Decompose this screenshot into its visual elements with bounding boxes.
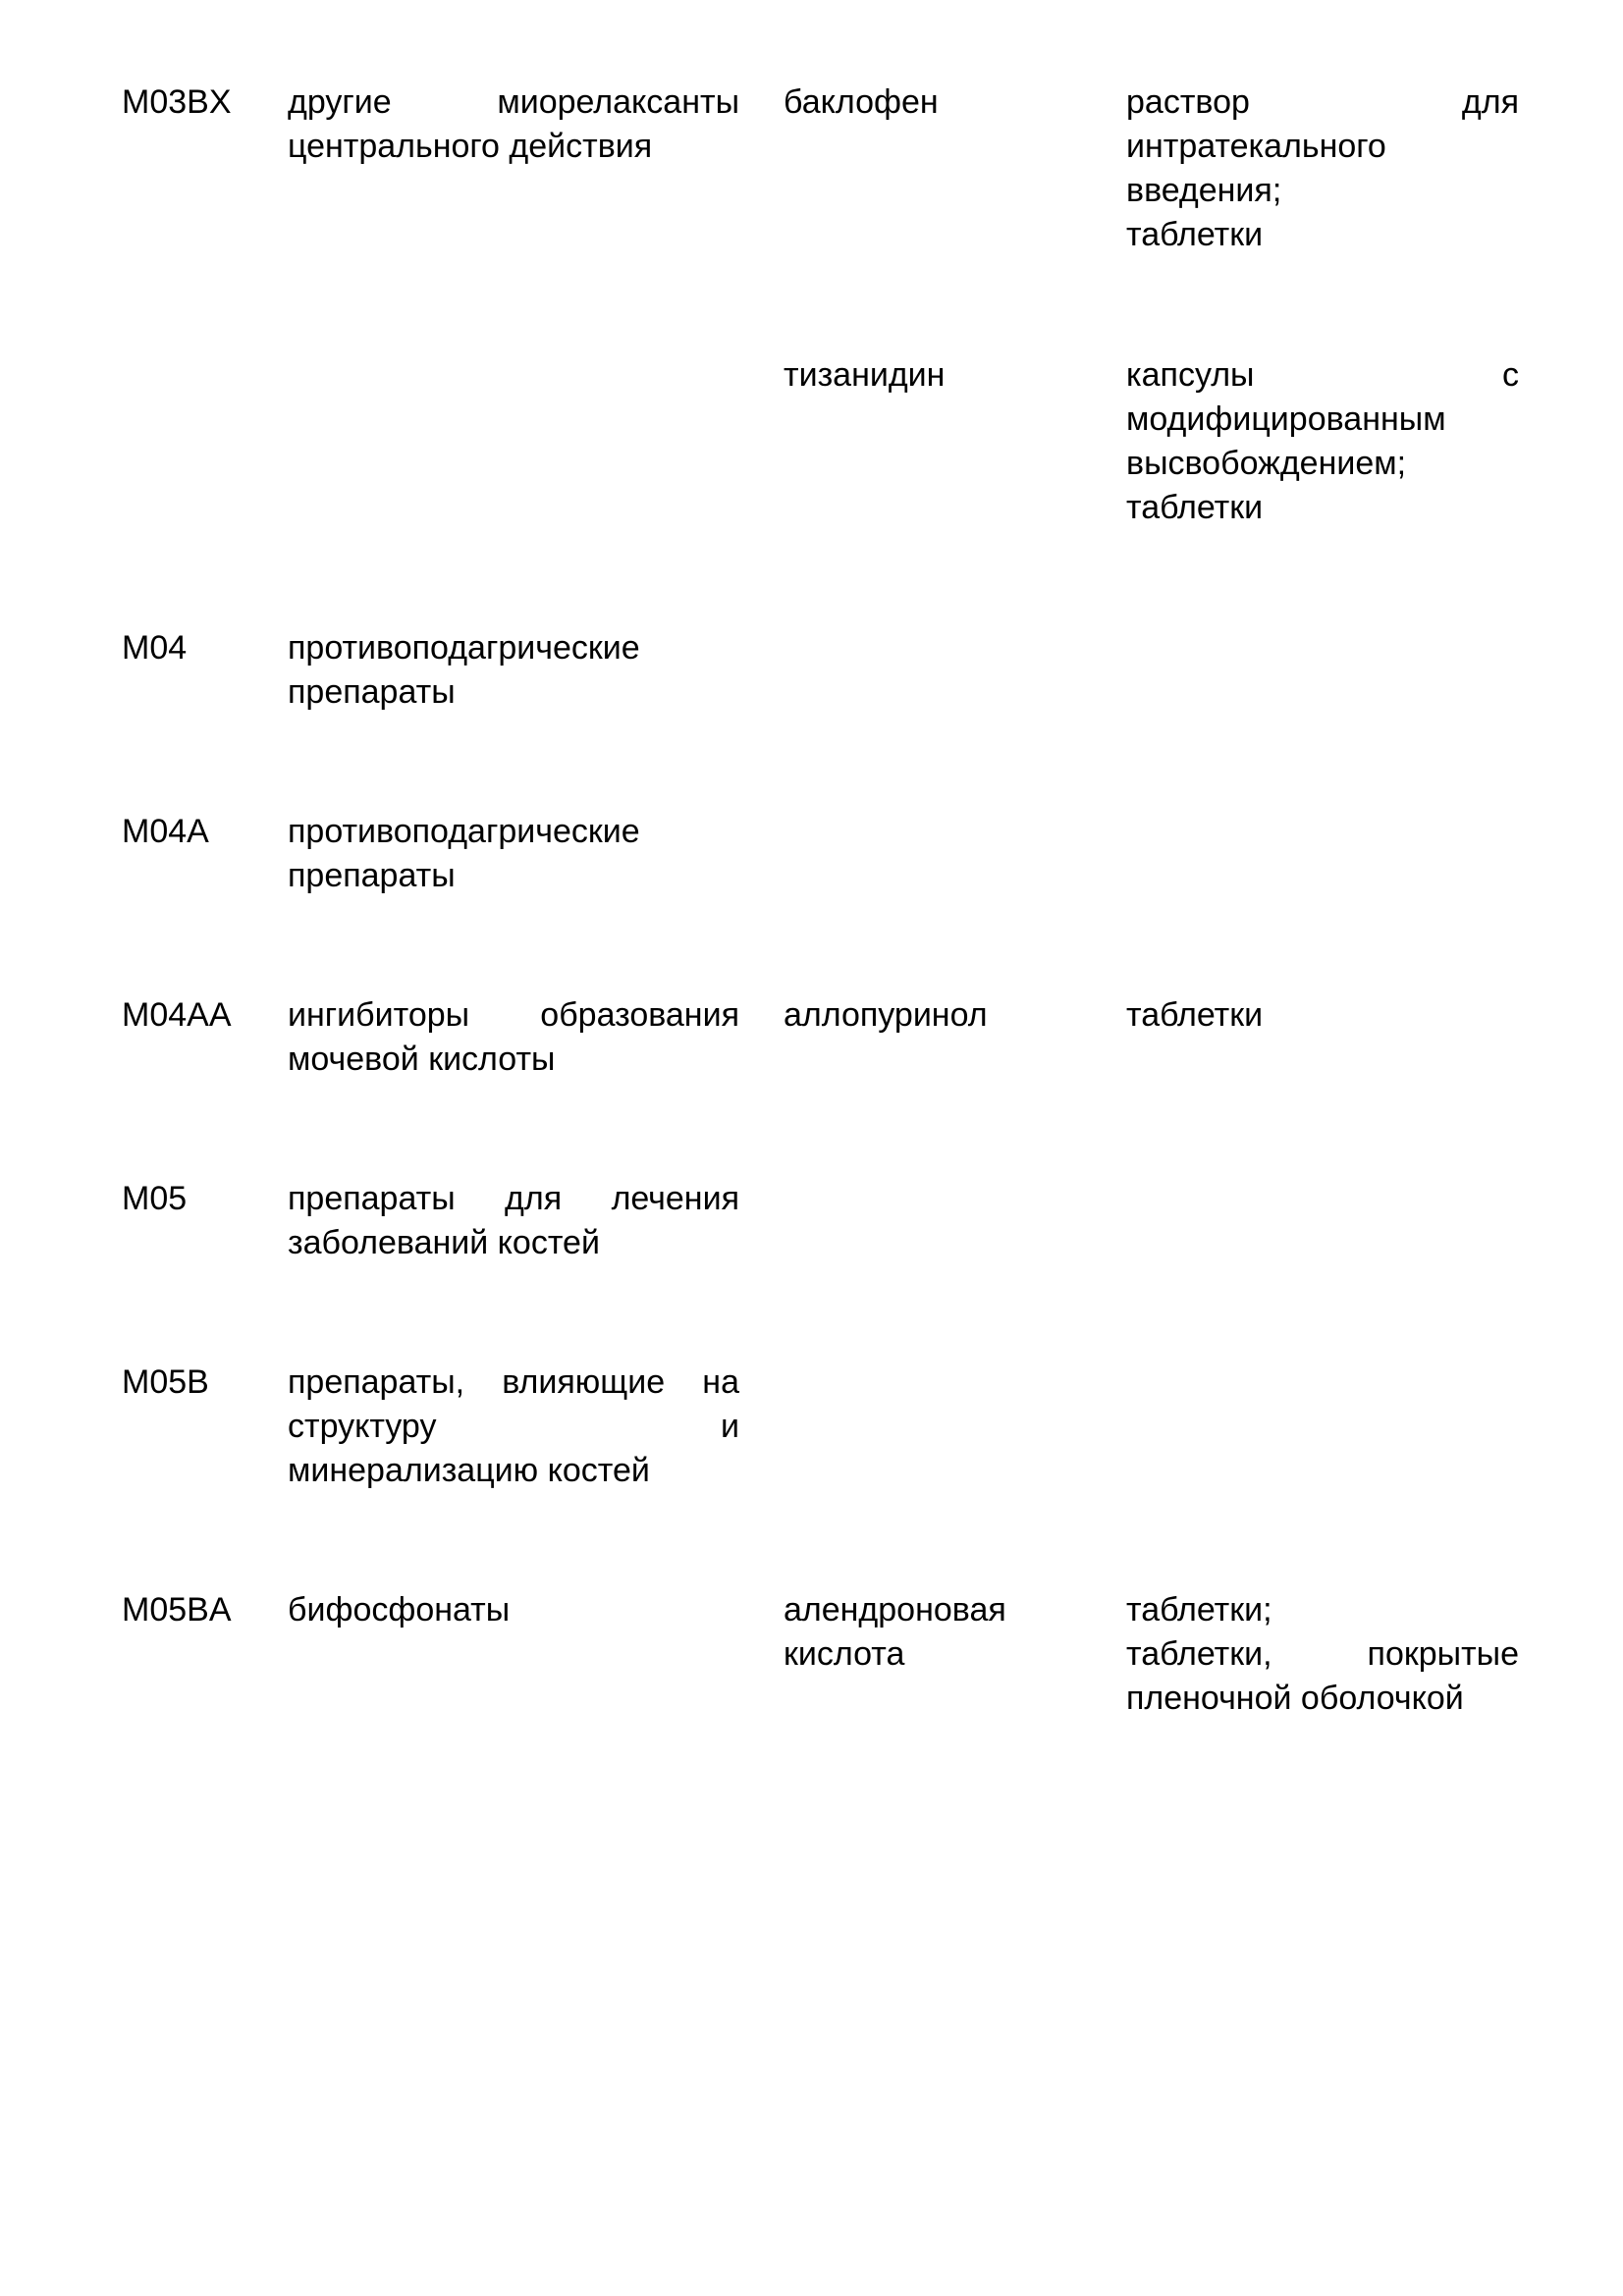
text-line: структуру и [288, 1408, 739, 1445]
text-line: препараты, влияющие на [288, 1363, 739, 1401]
text-line: препараты для лечения [288, 1180, 739, 1217]
text-line: капсулы с [1126, 356, 1519, 394]
atc-group-name [288, 626, 739, 715]
text-line: препараты [288, 857, 456, 894]
atc-group-name [288, 80, 739, 169]
atc-code: M04A [122, 813, 209, 850]
text-line: препараты [288, 673, 456, 711]
text-line: противоподагрические [288, 813, 640, 850]
text-line: пленочной оболочкой [1126, 1680, 1464, 1717]
atc-code: M03BX [122, 83, 232, 121]
text-line: заболеваний костей [288, 1224, 600, 1261]
atc-group-name [288, 1588, 739, 1632]
drug-name [784, 353, 1078, 398]
atc-code: M04 [122, 629, 188, 667]
text-line: таблетки; [1126, 1591, 1272, 1629]
text-line: аллопуринол [784, 996, 988, 1034]
atc-code: M05B [122, 1363, 209, 1401]
text-line: другие миорелаксанты [288, 83, 739, 121]
text-line: модифицированным [1126, 400, 1446, 438]
text-line: противоподагрические [288, 629, 640, 667]
text-line: таблетки [1126, 216, 1264, 253]
drug-name [784, 1588, 1078, 1677]
text-line: алендроновая [784, 1591, 1006, 1629]
text-line: таблетки [1126, 996, 1264, 1034]
text-line: мочевой кислоты [288, 1041, 556, 1078]
atc-group-name [288, 993, 739, 1082]
text-line: интратекального [1126, 128, 1386, 165]
text-line: высвобождением; [1126, 445, 1407, 482]
text-line: центрального действия [288, 128, 653, 165]
dosage-form [1126, 993, 1519, 1038]
drug-name [784, 993, 1078, 1038]
text-line: раствор для [1126, 83, 1519, 121]
text-line: введения; [1126, 172, 1282, 209]
text-line: кислота [784, 1635, 905, 1673]
dosage-form [1126, 80, 1519, 257]
text-line: тизанидин [784, 356, 946, 394]
drug-name [784, 80, 1078, 125]
atc-group-name [288, 1361, 739, 1493]
text-line: ингибиторы образования [288, 996, 739, 1034]
atc-code: M05BA [122, 1591, 232, 1629]
text-line: минерализацию костей [288, 1452, 650, 1489]
atc-code: M04AA [122, 996, 232, 1034]
text-line: баклофен [784, 83, 939, 121]
atc-group-name [288, 810, 739, 898]
dosage-form [1126, 1588, 1519, 1721]
text-line: таблетки [1126, 489, 1264, 526]
atc-group-name [288, 1177, 739, 1265]
atc-code: M05 [122, 1180, 188, 1217]
text-line: бифосфонаты [288, 1591, 511, 1629]
text-line: таблетки, покрытые [1126, 1635, 1519, 1673]
dosage-form [1126, 353, 1519, 530]
